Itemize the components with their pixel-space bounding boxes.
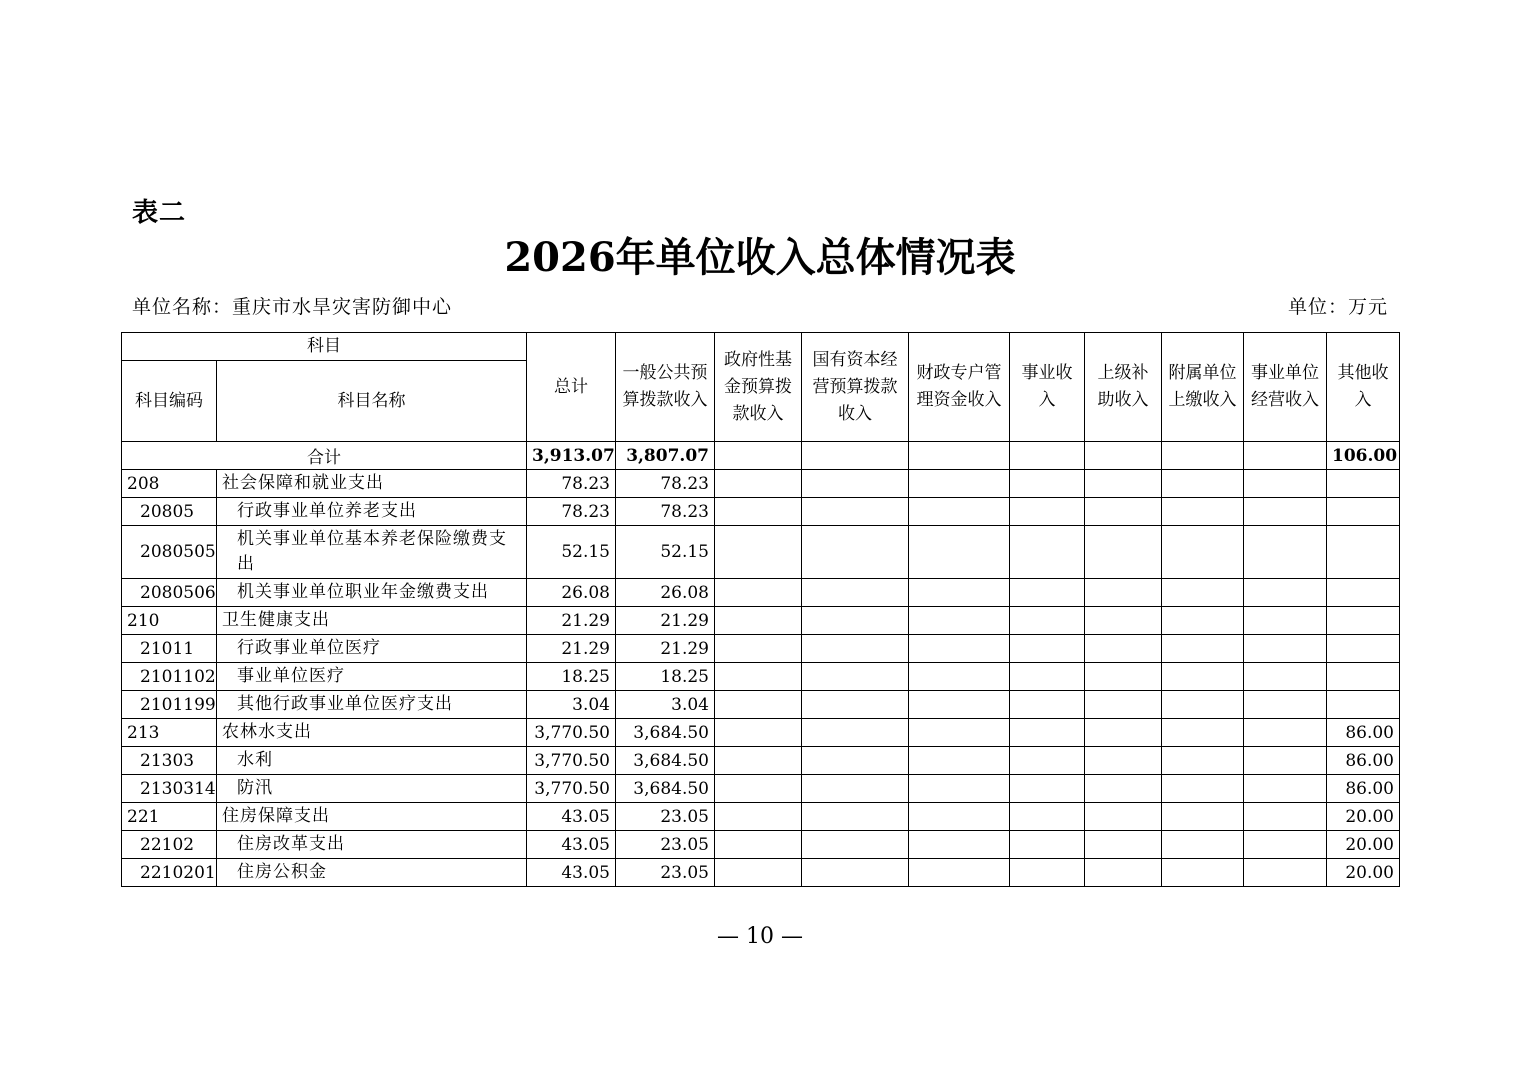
row-name: 住房保障支出 xyxy=(217,803,527,831)
row-name: 行政事业单位医疗 xyxy=(217,635,527,663)
row-other xyxy=(1327,498,1400,526)
header-gov-fund: 政府性基金预算拨款收入 xyxy=(715,333,802,442)
table-label: 表二 xyxy=(132,198,187,228)
header-operating: 事业单位经营收入 xyxy=(1244,333,1327,442)
row-other: 86.00 xyxy=(1327,747,1400,775)
table-row xyxy=(122,775,1400,803)
row-total: 26.08 xyxy=(527,579,616,607)
row-total: 43.05 xyxy=(527,859,616,887)
row-name: 住房公积金 xyxy=(217,859,527,887)
row-total: 21.29 xyxy=(527,607,616,635)
row-general-budget: 3.04 xyxy=(616,691,715,719)
table-row xyxy=(122,663,1400,691)
row-code: 208 xyxy=(122,470,217,498)
income-table xyxy=(121,332,1400,887)
row-other xyxy=(1327,607,1400,635)
row-general-budget: 23.05 xyxy=(616,831,715,859)
row-name: 事业单位医疗 xyxy=(217,663,527,691)
row-general-budget: 23.05 xyxy=(616,859,715,887)
table-row xyxy=(122,691,1400,719)
total-row xyxy=(122,442,1400,470)
row-name: 住房改革支出 xyxy=(217,831,527,859)
row-other: 20.00 xyxy=(1327,859,1400,887)
row-other xyxy=(1327,663,1400,691)
total-other: 106.00 xyxy=(1327,442,1400,470)
row-other xyxy=(1327,635,1400,663)
row-code: 2080505 xyxy=(122,526,217,579)
row-code: 20805 xyxy=(122,498,217,526)
row-code: 221 xyxy=(122,803,217,831)
header-total: 总计 xyxy=(527,333,616,442)
row-total: 3,770.50 xyxy=(527,719,616,747)
table-row xyxy=(122,607,1400,635)
table-row xyxy=(122,803,1400,831)
row-name: 其他行政事业单位医疗支出 xyxy=(217,691,527,719)
header-affiliated: 附属单位上缴收入 xyxy=(1162,333,1244,442)
row-general-budget: 3,684.50 xyxy=(616,775,715,803)
row-name: 社会保障和就业支出 xyxy=(217,470,527,498)
row-code: 2210201 xyxy=(122,859,217,887)
page-title: 2026年单位收入总体情况表 xyxy=(504,234,1016,281)
table-row xyxy=(122,635,1400,663)
row-general-budget: 18.25 xyxy=(616,663,715,691)
row-total: 52.15 xyxy=(527,526,616,579)
row-other: 20.00 xyxy=(1327,831,1400,859)
row-code: 2101199 xyxy=(122,691,217,719)
row-other xyxy=(1327,579,1400,607)
row-total: 78.23 xyxy=(527,498,616,526)
header-state-capital: 国有资本经营预算拨款收入 xyxy=(802,333,909,442)
table-row xyxy=(122,831,1400,859)
table-row xyxy=(122,719,1400,747)
row-code: 2080506 xyxy=(122,579,217,607)
header-name: 科目名称 xyxy=(217,361,527,442)
row-name: 机关事业单位职业年金缴费支出 xyxy=(217,579,527,607)
row-code: 2130314 xyxy=(122,775,217,803)
row-other: 20.00 xyxy=(1327,803,1400,831)
row-other xyxy=(1327,470,1400,498)
header-other: 其他收入 xyxy=(1327,333,1400,442)
header-business: 事业收入 xyxy=(1010,333,1085,442)
row-code: 21303 xyxy=(122,747,217,775)
unit-label: 单位：万元 xyxy=(1287,296,1388,318)
row-code: 22102 xyxy=(122,831,217,859)
row-general-budget: 23.05 xyxy=(616,803,715,831)
table-row xyxy=(122,747,1400,775)
row-general-budget: 3,684.50 xyxy=(616,719,715,747)
row-total: 3,770.50 xyxy=(527,775,616,803)
row-total: 3.04 xyxy=(527,691,616,719)
table-row xyxy=(122,579,1400,607)
header-subject: 科目 xyxy=(122,333,527,361)
row-name: 卫生健康支出 xyxy=(217,607,527,635)
row-general-budget: 26.08 xyxy=(616,579,715,607)
row-total: 43.05 xyxy=(527,831,616,859)
row-general-budget: 3,684.50 xyxy=(616,747,715,775)
table-row xyxy=(122,859,1400,887)
row-general-budget: 52.15 xyxy=(616,526,715,579)
row-name: 机关事业单位基本养老保险缴费支出 xyxy=(217,526,527,579)
total-general-budget: 3,807.07 xyxy=(616,442,715,470)
row-code: 213 xyxy=(122,719,217,747)
header-superior-subsidy: 上级补助收入 xyxy=(1085,333,1162,442)
row-name: 水利 xyxy=(217,747,527,775)
table-row xyxy=(122,526,1400,579)
row-name: 行政事业单位养老支出 xyxy=(217,498,527,526)
total-label: 合计 xyxy=(122,442,527,470)
row-code: 210 xyxy=(122,607,217,635)
row-name: 农林水支出 xyxy=(217,719,527,747)
header-general-budget: 一般公共预算拨款收入 xyxy=(616,333,715,442)
row-total: 3,770.50 xyxy=(527,747,616,775)
row-name: 防汛 xyxy=(217,775,527,803)
row-other xyxy=(1327,526,1400,579)
row-total: 78.23 xyxy=(527,470,616,498)
row-general-budget: 78.23 xyxy=(616,470,715,498)
row-total: 43.05 xyxy=(527,803,616,831)
total-total: 3,913.07 xyxy=(527,442,616,470)
row-other xyxy=(1327,691,1400,719)
row-total: 21.29 xyxy=(527,635,616,663)
page-number: — 10 — xyxy=(717,924,803,949)
row-general-budget: 21.29 xyxy=(616,635,715,663)
row-general-budget: 21.29 xyxy=(616,607,715,635)
header-fiscal-special: 财政专户管理资金收入 xyxy=(909,333,1010,442)
header-code: 科目编码 xyxy=(122,361,217,442)
row-other: 86.00 xyxy=(1327,775,1400,803)
row-code: 2101102 xyxy=(122,663,217,691)
table-row xyxy=(122,470,1400,498)
table-row xyxy=(122,498,1400,526)
row-code: 21011 xyxy=(122,635,217,663)
unit-name: 单位名称：重庆市水旱灾害防御中心 xyxy=(132,296,453,318)
row-other: 86.00 xyxy=(1327,719,1400,747)
row-general-budget: 78.23 xyxy=(616,498,715,526)
row-total: 18.25 xyxy=(527,663,616,691)
